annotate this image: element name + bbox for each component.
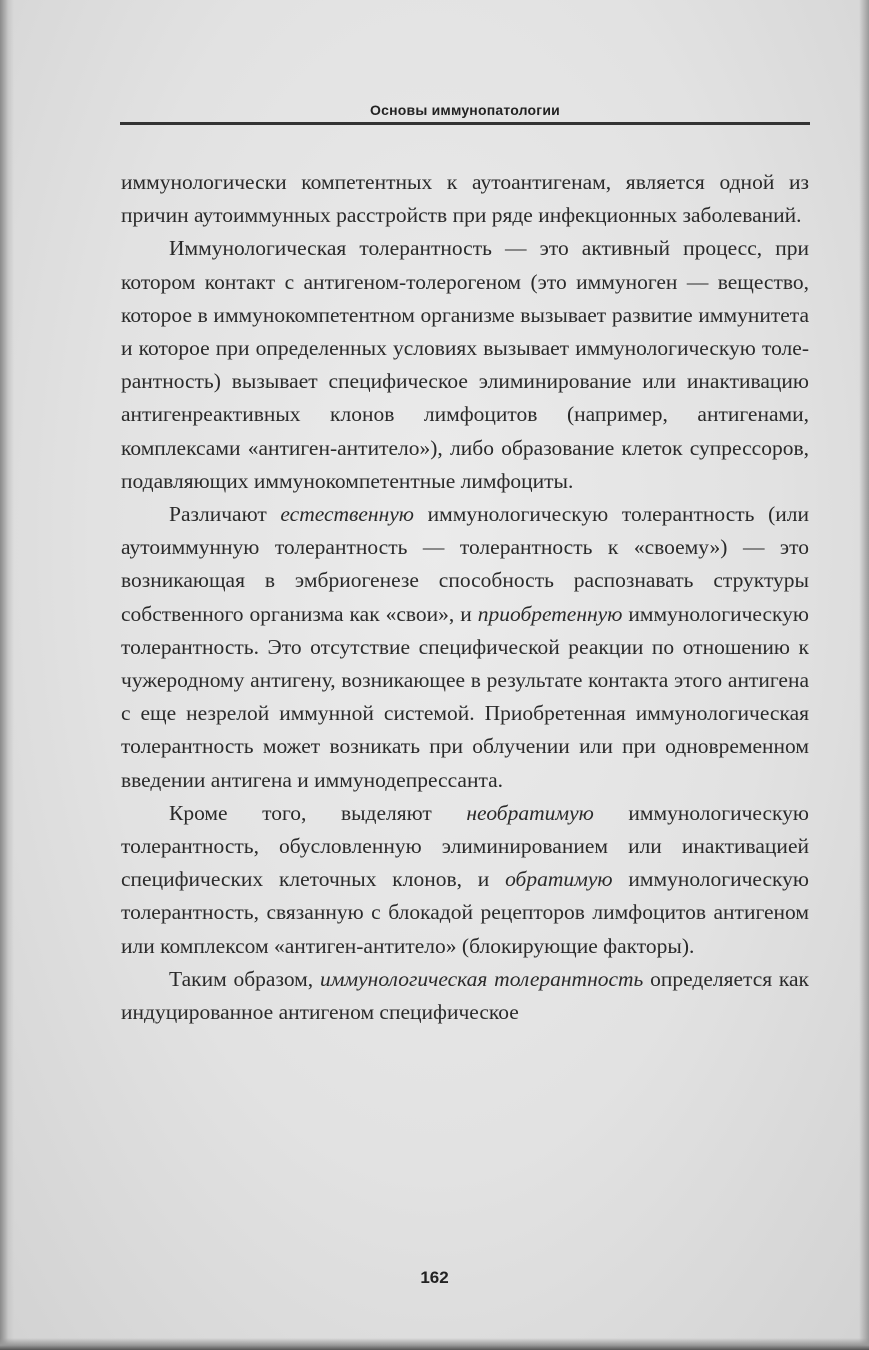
italic-term: приобретенную <box>477 601 623 626</box>
page-number: 162 <box>420 1268 449 1287</box>
italic-term: иммунологическая толерантность <box>319 966 644 991</box>
text-run: иммунологическую толерантность, обусловленную элиминированием или инактивацией специфических клеточных клонов, и <box>121 800 809 892</box>
paragraph-5 <box>121 963 809 1029</box>
running-head-title: Основы иммунопатологии <box>370 102 560 118</box>
text-run: иммунологически компетентных к аутоантигенам, является одной из причин аутоиммунных расстройств при ряде инфекционных заболеваний. <box>121 170 809 228</box>
text-run: определяется как индуцированное антигеном специфическое <box>121 966 810 1025</box>
running-head-rule <box>120 122 810 125</box>
text-run: иммунологическую толерантность (или аутоиммунную толерантность — толерантность к «своему») — это возникающая в эмбриогенезе способность распознавать структуры собственного организма как «свои», и <box>121 502 809 626</box>
italic-term: обратимую <box>505 867 613 892</box>
text-run: иммунологическую толерантность, связанную с блокадой рецепторов лимфоцитов антигеном или комплексом «антиген-антитело» (блокирующие факторы). <box>121 867 809 958</box>
paragraph-1 <box>121 166 809 232</box>
text-run: Кроме того, выделяют <box>169 800 467 825</box>
text-run: иммунологическую толерантность. Это отсутствие специфической реакции по отношению к чужеродному антигену, возникающее в результате контакта этого антигена с еще незрелой иммунной системой. Приобретенная иммунологическая толерантность может возникать при облучении или при одновременном введении антигена и иммунодепрессанта. <box>121 601 809 792</box>
page-left-shadow <box>0 0 14 1350</box>
text-run: Иммунологическая толерантность — это активный процесс, при котором контакт с антигеном-толерогеном (это иммуноген — вещество, которое в иммунокомпетентном организме вызывает развитие иммунитета и которое при определенных условиях вызывает иммунологическую толерантность) вызывает специфическое элиминирование или инактивацию антигенреактивных клонов лимфоцитов (например, антигенами, комплексами «антиген-антитело»), либо образование клеток супрессоров, подавляющих иммунокомпетентные лимфоциты. <box>121 236 809 493</box>
body-text <box>121 166 809 1029</box>
text-run: Различают <box>169 502 281 527</box>
italic-term: необратимую <box>466 800 594 825</box>
text-run: Таким образом, <box>169 966 320 991</box>
running-head <box>120 100 810 128</box>
paragraph-3 <box>121 498 809 797</box>
paragraph-4 <box>121 797 809 963</box>
italic-term: естественную <box>280 502 414 527</box>
paragraph-2 <box>121 232 809 498</box>
page-bottom-shadow <box>0 1338 869 1350</box>
page-right-shadow <box>859 0 869 1350</box>
